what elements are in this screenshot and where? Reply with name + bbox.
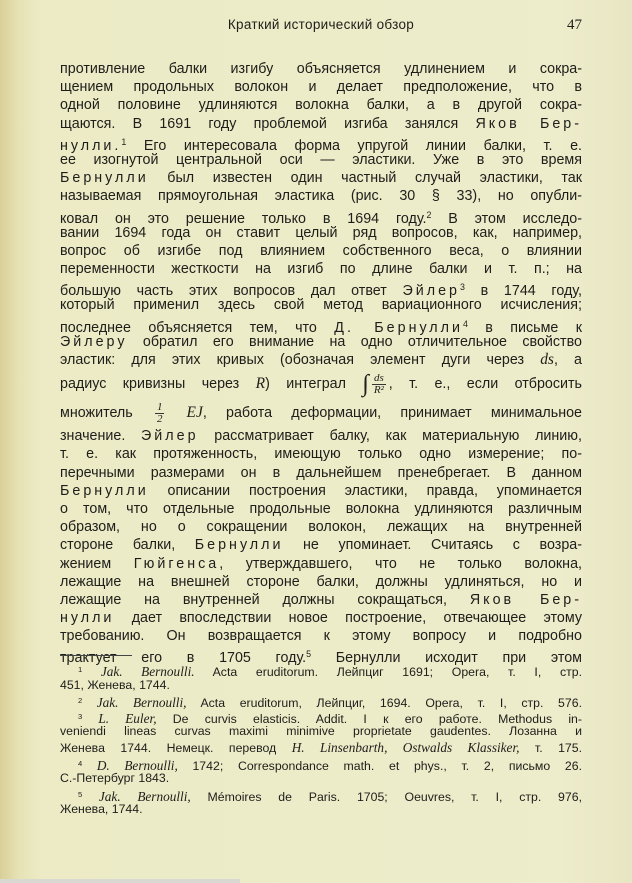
body-line bbox=[60, 573, 582, 591]
spaced-name: Бернулли bbox=[194, 537, 284, 554]
body-line bbox=[60, 187, 582, 205]
body-line bbox=[60, 151, 582, 169]
text-run: В этом исследо- bbox=[431, 210, 583, 227]
text-run: 1742; Correspondance math. et phys., т. 2, письмо 26. bbox=[177, 758, 582, 773]
text-run: последнее объясняется тем, что bbox=[60, 319, 335, 336]
body-line bbox=[60, 482, 582, 500]
italic-text: Jak. Bernoulli, bbox=[82, 788, 191, 804]
body-line bbox=[60, 609, 582, 627]
body-line bbox=[60, 260, 582, 278]
body-line bbox=[60, 427, 582, 445]
spaced-name: Гюйгенса bbox=[133, 555, 220, 572]
text-run: Бернулли исходит при этом bbox=[311, 650, 582, 667]
body-line bbox=[60, 242, 582, 260]
text-run: Его интересовала форма упругой линии балки, т. е. bbox=[126, 137, 582, 154]
body-line bbox=[60, 333, 582, 351]
body-line bbox=[60, 351, 582, 369]
text-run: De curvis elasticis. Addit. I к его работе. Methodus in- bbox=[156, 711, 582, 726]
text-run: который применил здесь свой метод вариационного исчисления; bbox=[60, 297, 582, 314]
text-run: С.-Петербург 1843. bbox=[60, 771, 170, 786]
text-run: о том, что отдельные продольные волокна удлиняются различным bbox=[60, 500, 582, 517]
footnote-line bbox=[60, 693, 582, 709]
text-run: т. 175. bbox=[519, 740, 583, 755]
footnote-marker: 1 bbox=[78, 665, 83, 674]
text-run: жением bbox=[60, 555, 134, 572]
footnote-line bbox=[60, 724, 582, 740]
text-run: большую часть этих вопросов дал ответ bbox=[60, 283, 403, 300]
text-run: эластик: для этих кривых (обозначая элемент дуги через bbox=[60, 352, 541, 368]
body-line bbox=[60, 445, 582, 463]
spaced-name: Бернулли bbox=[60, 170, 149, 187]
running-title: Краткий исторический обзор bbox=[227, 17, 415, 32]
body-line bbox=[60, 296, 582, 314]
body-line bbox=[60, 224, 582, 242]
footnote-line bbox=[60, 678, 582, 694]
spaced-name: нулли. bbox=[60, 137, 122, 154]
body-line bbox=[60, 536, 582, 554]
italic-text: L. Euler, bbox=[82, 710, 157, 726]
body-line bbox=[60, 133, 582, 154]
text-run: требованию. Он возвращается к этому вопросу и подробно bbox=[60, 628, 582, 645]
text-run: образом, но о сокращении волокон, лежащих на внутренней bbox=[60, 519, 582, 536]
text-run: дает впоследствии новое построение, отвечающее этому bbox=[114, 610, 582, 627]
text-run: не упоминает. Считаясь с возра- bbox=[283, 537, 582, 554]
italic-text: R bbox=[255, 375, 266, 393]
body-line bbox=[60, 115, 582, 133]
footnote-line bbox=[60, 709, 582, 725]
text-run: ее изогнутой центральной оси — эластики. Уже в это время bbox=[60, 151, 582, 168]
math-fraction bbox=[372, 373, 386, 396]
spaced-name: Бернулли bbox=[60, 482, 149, 499]
page-number: 47 bbox=[567, 17, 582, 33]
body-line bbox=[60, 96, 582, 114]
text-run: ковал он это решение только в 1694 году. bbox=[60, 210, 427, 227]
spaced-name: Яков Бер- bbox=[475, 115, 582, 132]
footnote-marker: 2 bbox=[78, 696, 83, 706]
text-run: в 1744 году, bbox=[464, 283, 583, 300]
text-run: Mémoires de Paris. 1705; Oeuvres, т. I, стр. 976, bbox=[190, 789, 582, 804]
footnote-marker: 4 bbox=[78, 758, 83, 768]
fraction-numerator: ds bbox=[373, 371, 384, 384]
text-run: , работа деформации, принимает минимальное bbox=[202, 405, 582, 422]
text-run: стороне балки, bbox=[60, 537, 195, 554]
fraction-denominator: R² bbox=[373, 383, 384, 396]
spaced-name: Эйлер bbox=[402, 283, 461, 300]
body-line bbox=[60, 399, 582, 427]
text-run: , т. е., если отбросить bbox=[388, 376, 583, 393]
footnotes bbox=[60, 662, 582, 818]
text-run: лежащие на внешней стороне балки, должны удлиняться, но и bbox=[60, 573, 582, 590]
body-line bbox=[60, 315, 582, 336]
footnote-rule bbox=[60, 655, 132, 656]
text-run: множитель bbox=[60, 405, 152, 422]
footnote-marker: 4 bbox=[462, 318, 468, 329]
text-run: в письме к bbox=[467, 319, 582, 336]
footnote-marker: 2 bbox=[426, 209, 432, 220]
spaced-name: Яков Бер- bbox=[469, 591, 582, 608]
text-run: описании построения эластики, правда, упоминается bbox=[148, 482, 582, 499]
footnote-line bbox=[60, 662, 582, 678]
text-run: переменности жесткости на изгиб по длине балки и т. п.; на bbox=[60, 261, 582, 278]
text-run: т. е. как протяженность, имеющую только одно измерение; по- bbox=[60, 446, 582, 463]
italic-text: ds bbox=[540, 351, 554, 368]
text-run: , а bbox=[553, 352, 582, 368]
footnote-marker: 5 bbox=[306, 649, 312, 660]
text-run: щением продольных волокон и делает предположение, что в bbox=[60, 79, 582, 96]
body-line bbox=[60, 645, 582, 667]
footnote-line bbox=[60, 740, 582, 756]
body-line bbox=[60, 369, 582, 399]
footnote-line bbox=[60, 802, 582, 818]
text-run: одной половине удлиняются волокна балки, а в другой сокра- bbox=[60, 97, 582, 114]
math-fraction bbox=[155, 402, 165, 425]
footnote-line bbox=[60, 756, 582, 772]
body-line bbox=[60, 169, 582, 187]
body-line bbox=[60, 500, 582, 518]
text-run: называемая прямоугольная эластика (рис. 30 § 33), но опубли- bbox=[60, 188, 582, 205]
text-run: трактует его в 1705 году. bbox=[60, 650, 307, 667]
text-run: Женева 1744. Немецк. перевод bbox=[60, 740, 292, 755]
footnote-line bbox=[60, 787, 582, 803]
text-run: перечными размерами он в дальнейшем пренебрегает. В данном bbox=[60, 464, 582, 481]
footnote-line bbox=[60, 771, 582, 787]
footnote-marker: 3 bbox=[78, 711, 83, 721]
body-text bbox=[60, 60, 583, 667]
italic-text: H. Linsenbarth, Ostwalds Klassiker, bbox=[291, 739, 520, 755]
body-line bbox=[60, 206, 583, 227]
body-line bbox=[60, 591, 582, 609]
italic-text: D. Bernoulli, bbox=[82, 757, 178, 773]
running-header bbox=[60, 17, 582, 37]
text-run: противление балки изгибу объясняется удлинением и сокра- bbox=[60, 61, 582, 77]
text-run: рассматривает балку, как материальную линию, bbox=[198, 428, 582, 445]
body-line bbox=[60, 60, 582, 78]
body-line bbox=[60, 278, 583, 300]
integral-sign: ∫ bbox=[362, 371, 369, 398]
text-run: был известен один частный случай эластики, так bbox=[148, 170, 582, 187]
text-run: вопрос об изгибе под влиянием собственного веса, о влиянии bbox=[60, 242, 582, 259]
body-line bbox=[60, 555, 582, 573]
text-run: , утверждавшего, что не только волокна, bbox=[219, 555, 582, 572]
text-run: 451, Женева, 1744. bbox=[60, 677, 170, 692]
body-line bbox=[60, 627, 582, 645]
scan-edge bbox=[0, 879, 240, 883]
footnote-marker: 1 bbox=[121, 136, 127, 147]
text-run: ) интеграл bbox=[265, 376, 363, 393]
body-line bbox=[60, 518, 582, 536]
text-run: Женева, 1744. bbox=[60, 802, 143, 817]
spaced-name: Д. Бернулли bbox=[334, 319, 463, 336]
fraction-denominator: 2 bbox=[156, 412, 163, 425]
text-run: обратил его внимание на одно отличительное свойство bbox=[127, 333, 582, 350]
text-run: Acta eruditorum. Лейпциг 1691; Opera, т. I, стр. bbox=[194, 665, 582, 680]
text-run: значение. bbox=[60, 428, 142, 445]
body-line bbox=[60, 464, 582, 482]
spaced-name: Эйлеру bbox=[60, 333, 128, 350]
text-run: Acta eruditorum, Лейпциг, 1694. Opera, т. I, стр. 576. bbox=[186, 696, 582, 711]
footnote-marker: 3 bbox=[460, 282, 465, 293]
fraction-numerator: 1 bbox=[156, 400, 163, 413]
spaced-name: нулли bbox=[60, 610, 115, 627]
italic-text: Jak. Bernoulli. bbox=[82, 664, 195, 680]
text-run: veniendi lineas curvas maximi minimive proprietate gaudentes. Лозанна и bbox=[60, 724, 582, 739]
italic-text: EJ bbox=[167, 404, 203, 422]
text-run: щаются. В 1691 году проблемой изгиба занялся bbox=[60, 115, 476, 132]
italic-text: Jak. Bernoulli, bbox=[82, 695, 187, 711]
body-line bbox=[60, 78, 582, 96]
text-run: вании 1694 года он ставит целый ряд вопросов, как, например, bbox=[60, 224, 582, 241]
text-run: радиус кривизны через bbox=[60, 376, 256, 393]
spaced-name: Эйлер bbox=[141, 428, 199, 445]
text-run: лежащие на внутренней должны сокращаться, bbox=[60, 591, 470, 608]
footnote-marker: 5 bbox=[78, 789, 83, 799]
